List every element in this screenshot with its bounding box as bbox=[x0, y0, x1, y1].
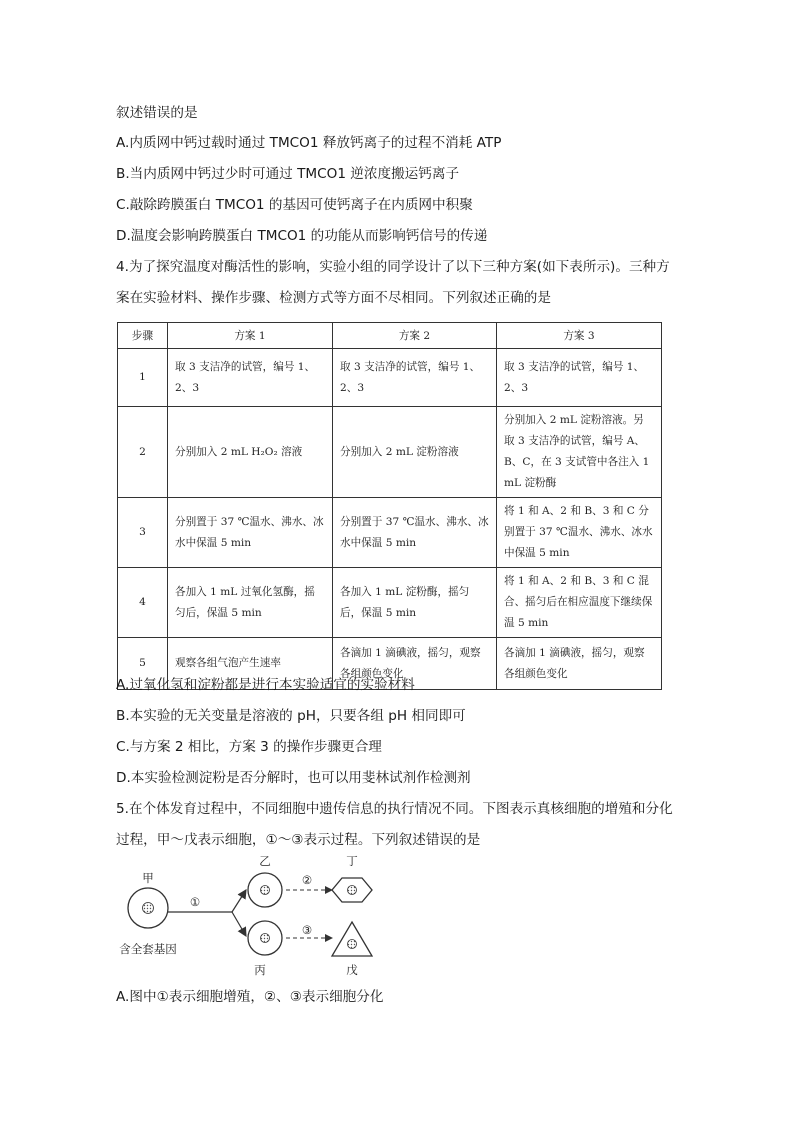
table-row bbox=[118, 407, 662, 498]
step-number-cell: 2 bbox=[118, 407, 168, 498]
arrow-to-yi bbox=[232, 890, 246, 912]
question4-option-a: A.过氧化氢和淀粉都是进行本实验适宜的实验材料 bbox=[116, 677, 415, 693]
question3-option-b: B.当内质网中钙过少时可通过 TMCO1 逆浓度搬运钙离子 bbox=[116, 166, 460, 182]
table-header-cell: 方案 3 bbox=[497, 323, 662, 349]
cell-ding-hexagon bbox=[332, 878, 372, 902]
plan1-cell: 分别加入 2 mL H₂O₂ 溶液 bbox=[168, 407, 333, 498]
plan3-cell: 将 1 和 A、2 和 B、3 和 C 混合、摇匀后在相应温度下继续保温 5 min bbox=[497, 568, 662, 638]
experiment-table bbox=[117, 322, 662, 690]
question3-stem-end: 叙述错误的是 bbox=[116, 105, 198, 121]
table-header-cell: 方案 1 bbox=[168, 323, 333, 349]
plan3-cell: 各滴加 1 滴碘液，摇匀，观察各组颜色变化 bbox=[497, 638, 662, 690]
cell-wu-triangle bbox=[332, 922, 372, 956]
plan3-cell: 取 3 支洁净的试管，编号 1、2、3 bbox=[497, 349, 662, 407]
question4-option-b: B.本实验的无关变量是溶液的 pH，只要各组 pH 相同即可 bbox=[116, 708, 466, 724]
cell-diagram bbox=[110, 850, 410, 982]
table-row bbox=[118, 498, 662, 568]
question5-stem-line1: 5.在个体发育过程中，不同细胞中遗传信息的执行情况不同。下图表示真核细胞的增殖和分化 bbox=[116, 801, 673, 817]
plan1-cell: 取 3 支洁净的试管，编号 1、2、3 bbox=[168, 349, 333, 407]
gene-caption: 含全套基因 bbox=[119, 942, 177, 956]
arrow-to-bing bbox=[232, 912, 246, 936]
table-row bbox=[118, 349, 662, 407]
cell-label-jia: 甲 bbox=[142, 871, 154, 885]
question5-option-a: A.图中①表示细胞增殖，②、③表示细胞分化 bbox=[116, 989, 384, 1005]
process-label-2: ② bbox=[301, 873, 313, 887]
step-number-cell: 1 bbox=[118, 349, 168, 407]
question3-option-a: A.内质网中钙过载时通过 TMCO1 释放钙离子的过程不消耗 ATP bbox=[116, 135, 502, 151]
table-row bbox=[118, 568, 662, 638]
question4-option-d: D.本实验检测淀粉是否分解时，也可以用斐林试剂作检测剂 bbox=[116, 770, 471, 786]
cell-bing bbox=[248, 921, 282, 955]
question4-stem-line1: 4.为了探究温度对酶活性的影响，实验小组的同学设计了以下三种方案(如下表所示)。三种方 bbox=[116, 259, 670, 275]
step-number-cell: 3 bbox=[118, 498, 168, 568]
cell-jia bbox=[128, 888, 168, 928]
cell-label-ding: 丁 bbox=[346, 854, 358, 868]
question4-option-c: C.与方案 2 相比，方案 3 的操作步骤更合理 bbox=[116, 739, 382, 755]
plan2-cell: 各滴加 1 滴碘液，摇匀，观察各组颜色变化 bbox=[333, 638, 497, 690]
cell-label-bing: 丙 bbox=[254, 963, 266, 977]
cell-label-yi: 乙 bbox=[259, 854, 271, 868]
cell-yi bbox=[248, 873, 282, 907]
process-label-1: ① bbox=[189, 895, 201, 909]
question3-option-c: C.敲除跨膜蛋白 TMCO1 的基因可使钙离子在内质网中积聚 bbox=[116, 197, 473, 213]
plan3-cell: 分别加入 2 mL 淀粉溶液。另取 3 支洁净的试管，编号 A、B、C，在 3 支试管中各注入 1 mL 淀粉酶 bbox=[497, 407, 662, 498]
plan2-cell: 分别加入 2 mL 淀粉溶液 bbox=[333, 407, 497, 498]
plan3-cell: 将 1 和 A、2 和 B、3 和 C 分别置于 37 ℃温水、沸水、冰水中保温 5 min bbox=[497, 498, 662, 568]
table-header-cell: 方案 2 bbox=[333, 323, 497, 349]
question3-option-d: D.温度会影响跨膜蛋白 TMCO1 的功能从而影响钙信号的传递 bbox=[116, 228, 488, 244]
plan2-cell: 各加入 1 mL 淀粉酶，摇匀后，保温 5 min bbox=[333, 568, 497, 638]
cell-label-wu: 戊 bbox=[346, 963, 358, 977]
plan1-cell: 分别置于 37 ℃温水、沸水、冰水中保温 5 min bbox=[168, 498, 333, 568]
table-header-cell: 步骤 bbox=[118, 323, 168, 349]
question5-stem-line2: 过程，甲～戊表示细胞，①～③表示过程。下列叙述错误的是 bbox=[116, 832, 481, 848]
plan2-cell: 取 3 支洁净的试管，编号 1、2、3 bbox=[333, 349, 497, 407]
plan2-cell: 分别置于 37 ℃温水、沸水、冰水中保温 5 min bbox=[333, 498, 497, 568]
plan1-cell: 各加入 1 mL 过氧化氢酶，摇匀后，保温 5 min bbox=[168, 568, 333, 638]
plan1-cell: 观察各组气泡产生速率 bbox=[168, 638, 333, 690]
process-label-3: ③ bbox=[301, 923, 313, 937]
table-header-row bbox=[118, 323, 662, 349]
step-number-cell: 5 bbox=[118, 638, 168, 690]
step-number-cell: 4 bbox=[118, 568, 168, 638]
question4-stem-line2: 案在实验材料、操作步骤、检测方式等方面不尽相同。下列叙述正确的是 bbox=[116, 290, 551, 306]
